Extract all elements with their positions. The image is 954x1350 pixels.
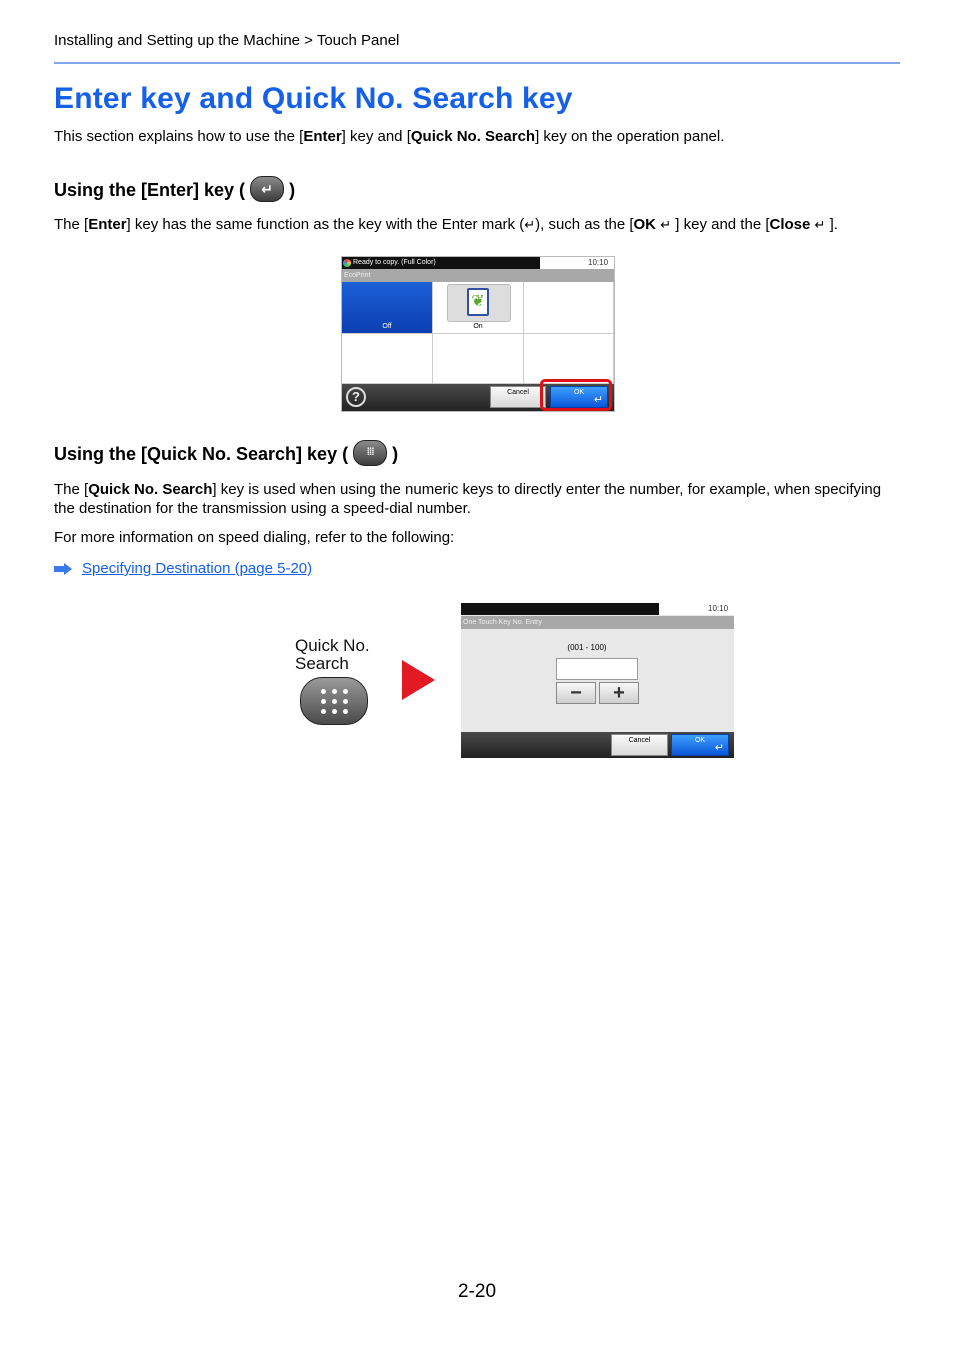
status-text: Ready to copy. (Full Color) [353,259,436,266]
page-title: Enter key and Quick No. Search key [54,82,573,115]
quick-description: The [Quick No. Search] key is used when using the numeric keys to directly enter the number, for example, when specifying the destination for the transmission using a speed-dial number. [54,481,882,517]
ok-highlight-frame [540,379,612,411]
enter-icon: ↵ [593,394,603,406]
clock: 10:10 [708,604,729,613]
breadcrumb: Installing and Setting up the Machine > Touch Panel [54,32,400,49]
header-rule [54,62,900,64]
quick-key-label: Quick No. Search [295,636,370,673]
quick-section-heading: Using the [Quick No. Search] key ( ⁞⁞⁞ ) [54,442,398,468]
ecoprint-icon-box [447,284,511,322]
empty-cell [342,334,433,384]
enter-mark-icon: ↵ [660,217,672,232]
link-arrow-icon [54,563,72,575]
one-touch-entry-panel-screenshot [461,603,734,758]
screen-title: One Touch Key No. Entry [461,616,734,629]
leaf-icon: ❦ [467,288,489,316]
color-mode-icon [343,259,351,267]
empty-cell [524,282,614,334]
enter-mark-icon: ↵ [814,217,826,232]
off-label: Off [382,323,392,330]
keypad-dots-icon [321,689,349,715]
bottom-bar [461,732,734,758]
minus-button[interactable]: − [556,682,596,704]
cancel-button[interactable]: Cancel [490,386,546,408]
clock: 10:10 [588,258,609,267]
cancel-button[interactable]: Cancel [611,734,668,756]
arrow-right-icon [402,660,435,700]
screen-title: EcoPrint [342,269,614,282]
help-icon[interactable]: ? [346,387,366,407]
enter-icon: ↵ [714,742,724,754]
on-option-button[interactable] [433,282,524,334]
quick-search-key-icon: ⁞⁞⁞ [353,440,387,466]
speed-dial-note: For more information on speed dialing, refer to the following: [54,529,455,546]
enter-mark-icon: ↵ [524,217,536,232]
range-hint: (001 - 100) [567,643,607,652]
page-number: 2-20 [458,1281,497,1302]
quick-no-search-key [300,677,368,725]
enter-description: The [Enter] key has the same function as the key with the Enter mark (↵), such as the [OK ↵ ] key and the [Close ↵ ]. [54,216,838,233]
on-label: On [473,323,483,330]
empty-cell [433,334,524,384]
intro-text: This section explains how to use the [Enter] key and [Quick No. Search] key on the operation panel. [54,128,725,145]
specifying-destination-link[interactable]: Specifying Destination (page 5-20) [82,560,313,577]
status-bar [461,603,659,615]
off-option-button[interactable] [342,282,433,334]
plus-button[interactable]: + [599,682,639,704]
ok-button[interactable] [671,734,729,756]
ok-label: OK [694,737,706,744]
ok-label: OK [573,389,585,396]
number-input[interactable] [556,658,638,680]
enter-section-heading: Using the [Enter] key ( ↵ ) [54,178,295,204]
enter-key-icon: ↵ [250,176,284,202]
status-bar [342,257,540,269]
empty-cell [524,334,614,384]
